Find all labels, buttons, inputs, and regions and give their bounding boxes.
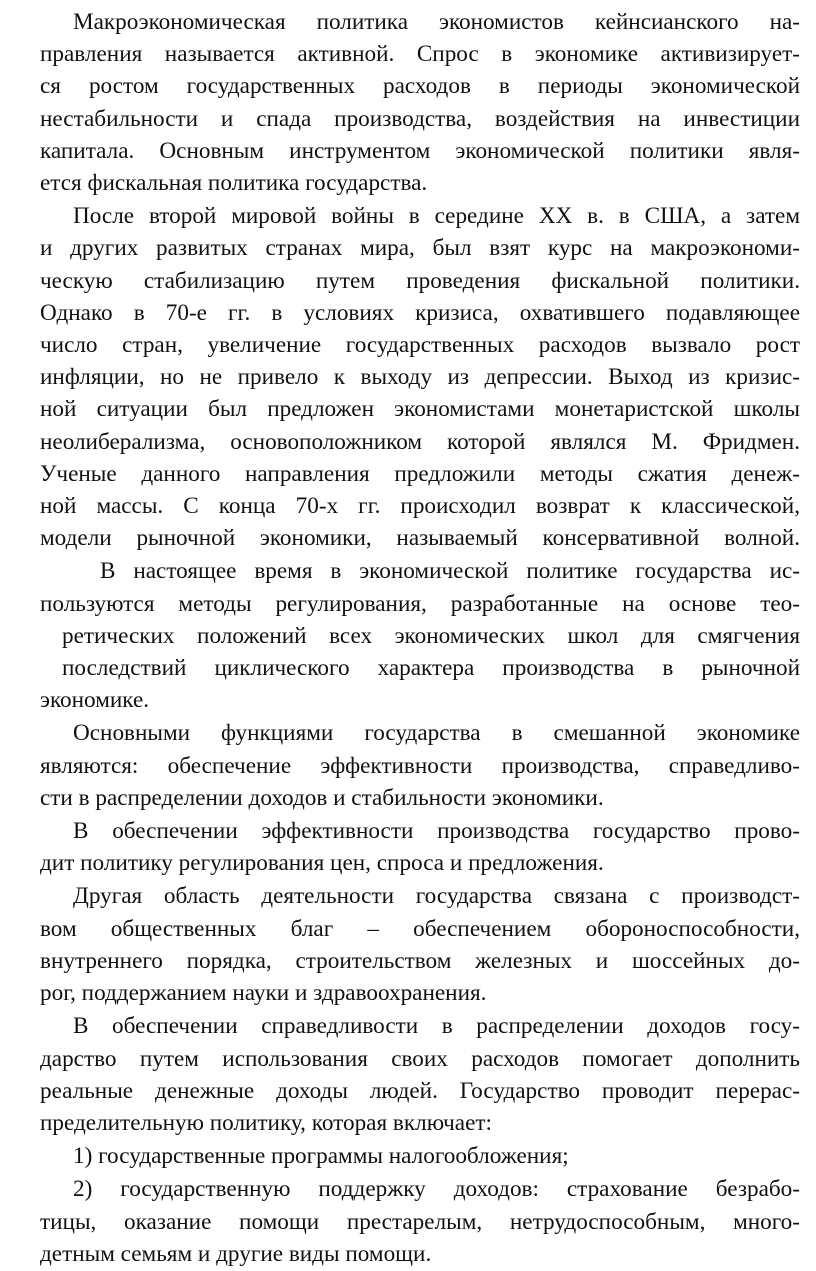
text-line: дит политику регулирования цен, спроса и предложения. xyxy=(40,850,604,877)
text-line: ретических положений всех экономических школ для смягчения xyxy=(62,622,800,649)
text-line: число стран, увеличение государственных расходов вызвало рост xyxy=(40,332,800,359)
text-line: ся ростом государственных расходов в периоды экономической xyxy=(40,73,800,100)
text-line: ется фискальная политика государства. xyxy=(40,170,428,197)
text-line: нестабильности и спада производства, воздействия на инвестиции xyxy=(40,105,800,132)
text-line: ческую стабилизацию путем проведения фискальной политики. xyxy=(40,267,800,294)
paragraph-keynesian-policy xyxy=(40,6,800,199)
text-line: Ученые данного направления предложили методы сжатия денеж- xyxy=(40,460,800,487)
text-line: Однако в 70-е гг. в условиях кризиса, охватившего подавляющее xyxy=(40,299,800,326)
text-line: пределительную политику, которая включает: xyxy=(40,1109,492,1136)
text-line: капитала. Основным инструментом экономической политики явля- xyxy=(40,137,800,164)
text-line: правления называется активной. Спрос в экономике активизирует- xyxy=(40,41,800,68)
text-line: 1) государственные программы налогообложения; xyxy=(73,1143,569,1170)
text-line: 2) государственную поддержку доходов: страхование безрабо- xyxy=(73,1176,800,1203)
text-line: Макроэкономическая политика экономистов кейнсианского на- xyxy=(73,9,800,35)
text-line: В настоящее время в экономической политике государства ис- xyxy=(100,558,800,585)
text-line: внутреннего порядка, строительством железных и шоссейных до- xyxy=(40,947,800,974)
list-item-income-support xyxy=(40,1173,800,1270)
text-line: Основными функциями государства в смешанной экономике xyxy=(73,720,800,747)
text-line: ной ситуации был предложен экономистами монетаристской школы xyxy=(40,396,800,423)
text-line: неолиберализма, основоположником которой являлся М. Фридмен. xyxy=(40,428,800,455)
paragraph-public-goods xyxy=(40,880,800,1009)
text-line: реальные денежные доходы людей. Государство проводит перерас- xyxy=(40,1077,800,1104)
paragraph-state-functions xyxy=(40,717,800,814)
text-line: тицы, оказание помощи престарелым, нетрудоспособным, много- xyxy=(40,1208,800,1235)
text-line: дарство путем использования своих расходов помогает дополнить xyxy=(40,1045,800,1072)
text-line: модели рыночной экономики, называемый консервативной волной. xyxy=(40,525,800,552)
text-line: инфляции, но не привело к выходу из депрессии. Выход из кризис- xyxy=(40,364,800,391)
text-line: После второй мировой войны в середине XX в. в США, а затем xyxy=(73,203,800,230)
text-line: ной массы. С конца 70-х гг. происходил возврат к классической, xyxy=(40,493,800,520)
text-line: пользуются методы регулирования, разработанные на основе тео- xyxy=(40,590,800,617)
text-line: детным семьям и другие виды помощи. xyxy=(40,1240,432,1267)
paragraph-current-policy xyxy=(40,555,800,716)
text-line: рог, поддержанием науки и здравоохранения. xyxy=(40,980,487,1007)
text-line: являются: обеспечение эффективности производства, справедливо- xyxy=(40,752,800,779)
text-line: вом общественных благ – обеспечением обороноспособности, xyxy=(40,915,800,942)
text-line: Другая область деятельности государства связана с производст- xyxy=(73,883,800,910)
text-line: В обеспечении эффективности производства государство прово- xyxy=(73,818,800,845)
text-line: В обеспечении справедливости в распределении доходов госу- xyxy=(73,1013,800,1040)
text-line: экономике. xyxy=(40,687,150,714)
paragraph-efficiency xyxy=(40,815,800,879)
paragraph-postwar-policy xyxy=(40,200,800,554)
text-line: сти в распределении доходов и стабильности экономики. xyxy=(40,784,604,811)
paragraph-income-fairness xyxy=(40,1010,800,1139)
text-line: и других развитых странах мира, был взят курс на макроэкономи- xyxy=(40,235,800,262)
document-page xyxy=(40,6,800,1271)
text-line: последствий циклического характера производства в рыночной xyxy=(62,655,800,682)
